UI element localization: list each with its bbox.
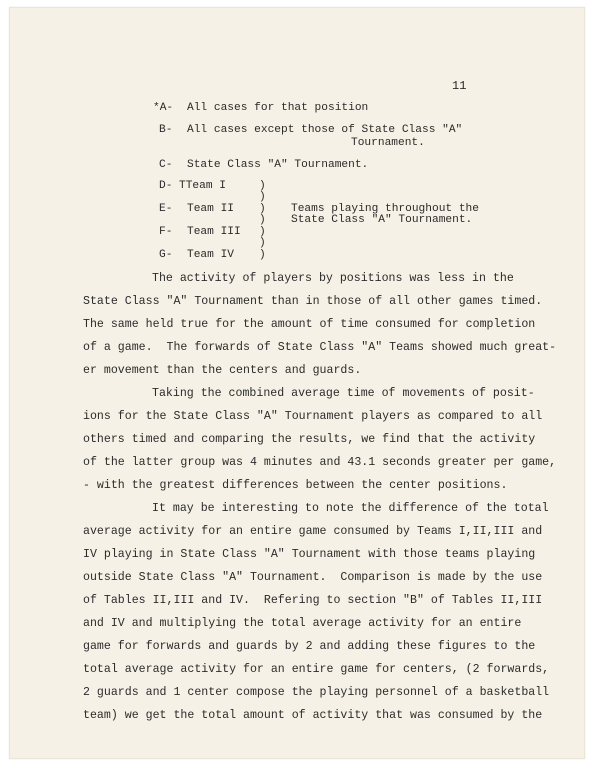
brace-1: ) (259, 180, 266, 192)
paragraph-3-line-10: team) we get the total amount of activity that was consumed by the (83, 709, 543, 722)
paragraph-2-line-1: Taking the combined average time of movements of posit- (152, 387, 535, 400)
legend-key-e: E- (159, 203, 173, 215)
legend-text-b: All cases except those of State Class "A" (187, 124, 463, 136)
page-number: 11 (452, 79, 467, 93)
brace-6: ) (259, 237, 266, 249)
legend-text-f: Team III (187, 226, 241, 238)
paragraph-2-line-2: ions for the State Class "A" Tournament players as compared to all (83, 410, 543, 423)
brace-3: ) (259, 203, 266, 215)
legend-text-g: Team IV (187, 249, 234, 261)
legend-key-c: C- (159, 159, 173, 171)
legend-text-c: State Class "A" Tournament. (187, 159, 369, 171)
paragraph-1-line-1: The activity of players by positions was less in the (152, 272, 514, 285)
teams-note-line-2: State Class "A" Tournament. (291, 214, 473, 226)
paragraph-1-line-4: of a game. The forwards of State Class "A" Teams showed much great- (83, 341, 557, 354)
paragraph-1-line-2: State Class "A" Tournament than in those of all other games timed. (83, 295, 543, 308)
paragraph-3-line-3: IV playing in State Class "A" Tournament with those teams playing (83, 548, 536, 561)
legend-text-e: Team II (187, 203, 234, 215)
brace-5: ) (259, 226, 266, 238)
brace-4: ) (259, 214, 266, 226)
paragraph-3-line-7: game for forwards and guards by 2 and adding these figures to the (83, 640, 536, 653)
paragraph-2-line-3: others timed and comparing the results, we find that the activity (83, 433, 536, 446)
legend-key-f: F- (159, 226, 173, 238)
paragraph-3-line-4: outside State Class "A" Tournament. Comparison is made by the use (83, 571, 543, 584)
teams-note-line-1: Teams playing throughout the (291, 203, 479, 215)
legend-key-a: *A- (153, 102, 174, 114)
brace-2: ) (259, 191, 266, 203)
legend-text-d: TTeam I (179, 180, 226, 192)
paragraph-1-line-5: er movement than the centers and guards. (83, 364, 362, 377)
paragraph-2-line-4: of the latter group was 4 minutes and 43.1 seconds greater per game, (83, 456, 557, 469)
paragraph-3-line-1: It may be interesting to note the difference of the total (152, 502, 549, 515)
paragraph-3-line-2: average activity for an entire game consumed by Teams I,II,III and (83, 525, 543, 538)
paragraph-3-line-9: 2 guards and 1 center compose the playing personnel of a basketball (83, 686, 550, 699)
legend-text-b-continued: Tournament. (351, 137, 425, 149)
legend-key-g: G- (159, 249, 173, 261)
paragraph-3-line-8: total average activity for an entire game for centers, (2 forwards, (83, 663, 550, 676)
legend-key-b: B- (159, 124, 173, 136)
paragraph-3-line-6: and IV and multiplying the total average activity for an entire (83, 617, 522, 630)
legend-text-a: All cases for that position (187, 102, 369, 114)
legend-key-d: D- (159, 180, 173, 192)
brace-7: ) (259, 249, 266, 261)
paragraph-1-line-3: The same held true for the amount of time consumed for completion (83, 318, 536, 331)
paragraph-2-line-5: - with the greatest differences between the center positions. (83, 479, 508, 492)
paragraph-3-line-5: of Tables II,III and IV. Refering to section "B" of Tables II,III (83, 594, 543, 607)
